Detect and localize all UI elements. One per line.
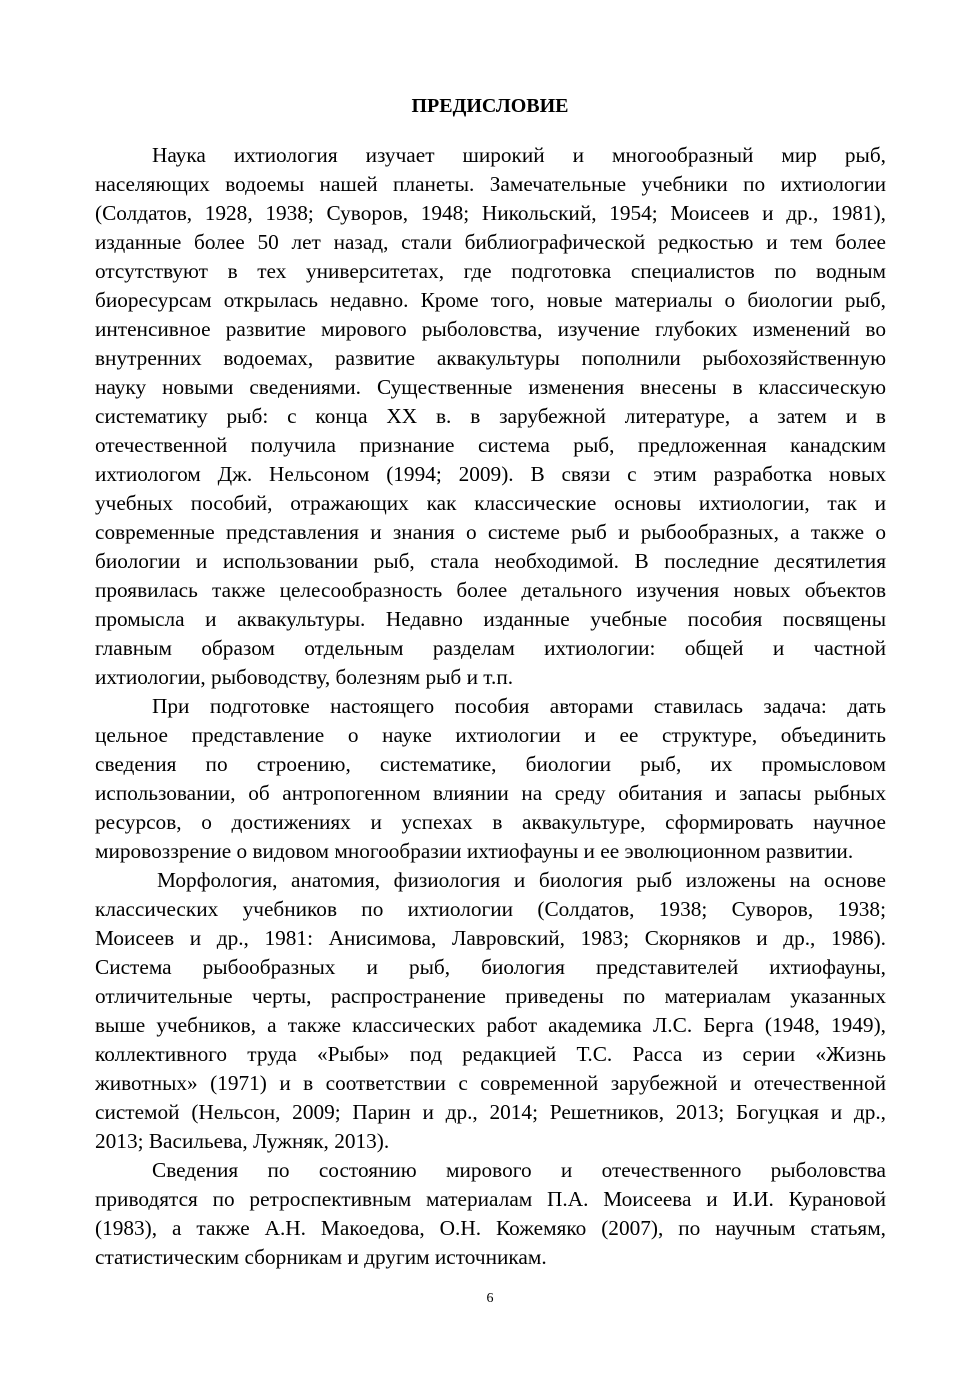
page-title: ПРЕДИСЛОВИЕ [411,95,569,117]
text-line: приводятся по ретроспективным материалам П.А. Моисеева и И.И. Курановой [95,1187,886,1211]
text-line: мировоззрение о видовом многообразии ихтиофауны и ее эволюционном развитии. [95,839,854,863]
text-line: системой (Нельсон, 2009; Парин и др., 2014; Решетников, 2013; Богуцкая и др., [95,1100,886,1124]
text-line: науку новыми сведениями. Существенные изменения внесены в классическую [95,375,886,399]
text-line: ихтиологом Дж. Нельсоном (1994; 2009). В связи с этим разработка новых [95,462,886,486]
text-line: отличительные черты, распространение приведены по материалам указанных [95,984,886,1008]
document-body [95,141,886,1272]
text-line: биологии и использовании рыб, стала необходимой. В последние десятилетия [95,549,886,573]
text-line: (1983), а также А.Н. Макоедова, О.Н. Кожемяко (2007), по научным статьям, [95,1216,886,1240]
page-number: 6 [486,1291,494,1306]
paragraph-3 [95,866,886,1156]
text-line: 2013; Васильева, Лужняк, 2013). [95,1129,390,1153]
text-line: отечественной получила признание система рыб, предложенная канадским [95,433,886,457]
text-line: населяющих водоемы нашей планеты. Замечательные учебники по ихтиологии [95,172,886,196]
text-line: При подготовке настоящего пособия авторами ставилась задача: дать [152,694,886,718]
text-line: внутренних водоемах, развитие аквакультуры пополнили рыбохозяйственную [95,346,886,370]
text-line: выше учебников, а также классических работ академика Л.С. Берга (1948, 1949), [95,1013,886,1037]
text-line: коллективного труда «Рыбы» под редакцией Т.С. Расса из серии «Жизнь [95,1042,886,1066]
text-line: систематику рыб: с конца XX в. в зарубежной литературе, а затем и в [95,404,886,428]
text-line: современные представления и знания о системе рыб и рыбообразных, а также о [95,520,886,544]
text-line: животных» (1971) и в соответствии с современной зарубежной и отечественной [95,1071,886,1095]
text-line: сведения по строению, систематике, биологии рыб, их промысловом [95,752,886,776]
text-line: проявилась также целесообразность более детального изучения новых объектов [95,578,886,602]
paragraph-4 [95,1156,886,1272]
text-line: главным образом отдельным разделам ихтиологии: общей и частной [95,636,886,660]
text-line: (Солдатов, 1928, 1938; Суворов, 1948; Никольский, 1954; Моисеев и др., 1981), [95,201,886,225]
text-line: ихтиологии, рыбоводству, болезням рыб и т.п. [95,665,514,689]
paragraph-2 [95,692,886,866]
text-line: ресурсов, о достижениях и успехах в аквакультуре, сформировать научное [95,810,886,834]
text-line: цельное представление о науке ихтиологии и ее структуре, объединить [95,723,886,747]
text-line: использовании, об антропогенном влиянии на среду обитания и запасы рыбных [95,781,886,805]
text-line: промысла и аквакультуры. Недавно изданные учебные пособия посвящены [95,607,886,631]
text-line: отсутствуют в тех университетах, где подготовка специалистов по водным [95,259,886,283]
text-line: биоресурсам открылась недавно. Кроме того, новые материалы о биологии рыб, [95,288,886,312]
text-line: Морфология, анатомия, физиология и биология рыб изложены на основе [157,868,886,892]
text-line: классических учебников по ихтиологии (Солдатов, 1938; Суворов, 1938; [95,897,886,921]
text-line: статистическим сборникам и другим источникам. [95,1245,547,1269]
text-line: Моисеев и др., 1981: Анисимова, Лавровский, 1983; Скорняков и др., 1986). [95,926,886,950]
paragraph-1 [95,141,886,692]
text-line: учебных пособий, отражающих как классические основы ихтиологии, так и [95,491,886,515]
text-line: изданные более 50 лет назад, стали библиографической редкостью и тем более [95,230,886,254]
text-line: Система рыбообразных и рыб, биология представителей ихтиофауны, [95,955,886,979]
text-line: Наука ихтиология изучает широкий и многообразный мир рыб, [152,143,886,167]
text-line: Сведения по состоянию мирового и отечественного рыболовства [152,1158,886,1182]
text-line: интенсивное развитие мирового рыболовства, изучение глубоких изменений во [95,317,886,341]
